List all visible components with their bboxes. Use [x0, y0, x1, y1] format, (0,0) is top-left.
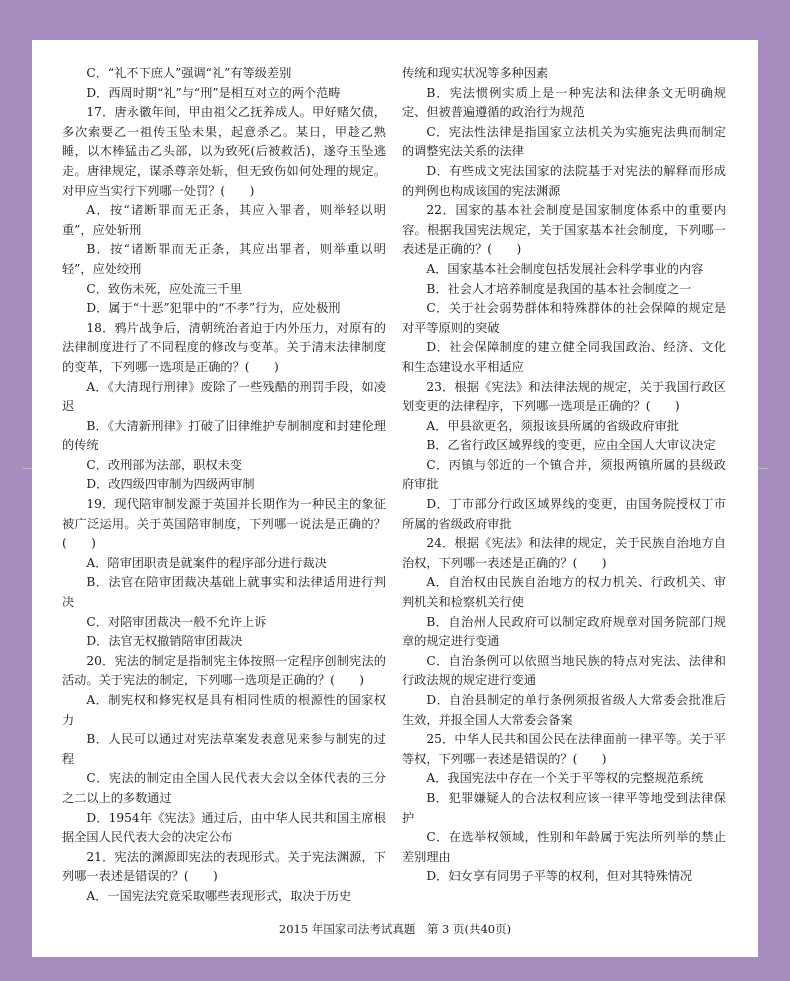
paragraph: B．法官在陪审团裁决基础上就事实和法律适用进行判决	[62, 575, 386, 610]
document-page	[32, 40, 758, 957]
paragraph: B．社会人才培养制度是我国的基本社会制度之一	[426, 281, 692, 296]
paragraph: C．致伤未死，应处流三千里	[86, 281, 242, 296]
paragraph: D．1954年《宪法》通过后，由中华人民共和国主席根据全国人民代表大会的决定公布	[62, 810, 386, 845]
paragraph: A．《大清现行刑律》废除了一些残酷的刑罚手段，如凌迟	[62, 379, 386, 414]
paragraph: D．改四级四审制为四级两审制	[86, 477, 255, 492]
paragraph: D．有些成文宪法国家的法院基于对宪法的解释而形成的判例也构成该国的宪法渊源	[402, 163, 726, 198]
paragraph: A．国家基本社会制度包括发展社会科学事业的内容	[426, 261, 704, 276]
paragraph: D．西周时期“礼”与“刑”是相互对立的两个范畴	[86, 85, 341, 100]
paragraph: C．宪法性法律是指国家立法机关为实施宪法典而制定的调整宪法关系的法律	[402, 124, 726, 159]
paragraph: 25．中华人民共和国公民在法律面前一律平等。关于平等权，下列哪一表述是错误的？( )	[402, 732, 726, 766]
paragraph: A．我国宪法中存在一个关于平等权的完整规范系统	[426, 771, 704, 786]
paragraph: C．在选举权领域，性别和年龄属于宪法所列举的禁止差别理由	[402, 830, 726, 864]
paragraph: 21．宪法的渊源即宪法的表现形式。关于宪法渊源，下列哪一表述是错误的？( )	[62, 849, 386, 884]
paragraph: D．丁市部分行政区域界线的变更，由国务院授权丁市所属的省级政府审批	[402, 497, 726, 531]
paragraph: A．按“诸断罪而无正条，其应入罪者，则举轻以明重”，应处斩刑	[62, 203, 386, 237]
paragraph: A．自治权由民族自治地方的权力机关、行政机关、审判机关和检察机关行使	[402, 575, 726, 610]
paragraph: A．陪审团职责是就案件的程序部分进行裁决	[86, 555, 327, 570]
paragraph: B．按“诸断罪而无正条，其应出罪者，则举重以明轻”，应处绞刑	[62, 242, 386, 276]
paragraph: C．“礼不下庶人”强调“礼”有等级差别	[86, 66, 292, 80]
paragraph: D．自治县制定的单行条例须报省级人大常委会批准后生效，并报全国人大常委会备案	[402, 693, 726, 727]
paragraph: C．自治条例可以依照当地民族的特点对宪法、法律和行政法规的规定进行变通	[402, 653, 726, 688]
paragraph: C．关于社会弱势群体和特殊群体的社会保障的规定是对平等原则的突破	[402, 301, 726, 335]
paragraph: A．制宪权和修宪权是具有相同性质的根源性的国家权力	[62, 693, 386, 727]
left-column	[62, 64, 386, 907]
paragraph: 24．根据《宪法》和法律的规定，关于民族自治地方自治权，下列哪一表述是正确的？( )	[402, 536, 726, 570]
paragraph: B．自治州人民政府可以制定政府规章对国务院部门规章的规定进行变通	[402, 614, 726, 649]
paragraph: B．人民可以通过对宪法草案发表意见来参与制宪的过程	[62, 732, 386, 766]
paragraph: C．改刑部为法部，职权未变	[86, 457, 242, 472]
paragraph: C．宪法的制定由全国人民代表大会以全体代表的三分之二以上的多数通过	[62, 771, 386, 805]
paragraph: D．社会保障制度的建立健全同我国政治、经济、文化和生态建设水平相适应	[402, 340, 726, 374]
columns	[32, 64, 758, 907]
paragraph: B．宪法惯例实质上是一种宪法和法律条文无明确规定、但被普遍遵循的政治行为规范	[402, 85, 726, 120]
paragraph: 19．现代陪审制发源于英国并长期作为一种民主的象征被广泛运用。关于英国陪审制度，下列哪一说法是正确的？( )	[62, 497, 386, 551]
paragraph: C．对陪审团裁决一般不允许上诉	[86, 614, 267, 629]
paragraph: B．犯罪嫌疑人的合法权利应该一律平等地受到法律保护	[402, 790, 726, 825]
paragraph: A．一国宪法究竟采取哪些表现形式，取决于历史	[86, 888, 352, 903]
paragraph: B．乙省行政区域界线的变更，应由全国人大审议决定	[426, 438, 716, 453]
paragraph: 23．根据《宪法》和法律法规的规定，关于我国行政区划变更的法律程序，下列哪一选项是正确的？( )	[402, 379, 726, 414]
paragraph: A．甲县欲更名，须报该县所属的省级政府审批	[426, 418, 679, 433]
paragraph: 18．鸦片战争后，清朝统治者迫于内外压力，对原有的法律制度进行了不同程度的修改与变革。关于清末法律制度的变革，下列哪一选项是正确的？( )	[62, 320, 386, 374]
paragraph: B．《大清新刑律》打破了旧律维护专制制度和封建伦理的传统	[62, 418, 386, 453]
paragraph: 20．宪法的制定是指制宪主体按照一定程序创制宪法的活动。关于宪法的制定，下列哪一选项是正确的？( )	[62, 653, 386, 688]
crop-mark-left	[22, 468, 32, 469]
paragraph: 传统和现实状况等多种因素	[402, 66, 549, 80]
paragraph: C．丙镇与邻近的一个镇合并，须报两镇所属的县级政府审批	[402, 457, 726, 492]
crop-mark-right	[758, 468, 768, 469]
paragraph: D．属于“十恶”犯罪中的“不孝”行为，应处极刑	[86, 301, 341, 316]
paragraph: 17．唐永徽年间，甲由祖父乙抚养成人。甲好赌欠债，多次索要乙一祖传玉坠未果，起意杀乙。某日，甲趁乙熟睡，以木棒猛击乙头部，以为致死(后被救活)，遂夺玉坠逃走。唐律规定，谋杀尊亲处斩，但无致伤如何处理的规定。对甲应当实行下列哪一处罚？( )	[62, 105, 386, 198]
paragraph: 22．国家的基本社会制度是国家制度体系中的重要内容。根据我国宪法规定，关于国家基本社会制度，下列哪一表述是正确的？( )	[402, 203, 726, 257]
paragraph: D．法官无权撤销陪审团裁决	[86, 634, 243, 649]
page-footer: 2015 年国家司法考试真题 第 3 页(共40页)	[278, 921, 512, 936]
right-column	[402, 64, 726, 887]
paragraph: D．妇女享有同男子平等的权利，但对其特殊情况	[426, 869, 693, 884]
